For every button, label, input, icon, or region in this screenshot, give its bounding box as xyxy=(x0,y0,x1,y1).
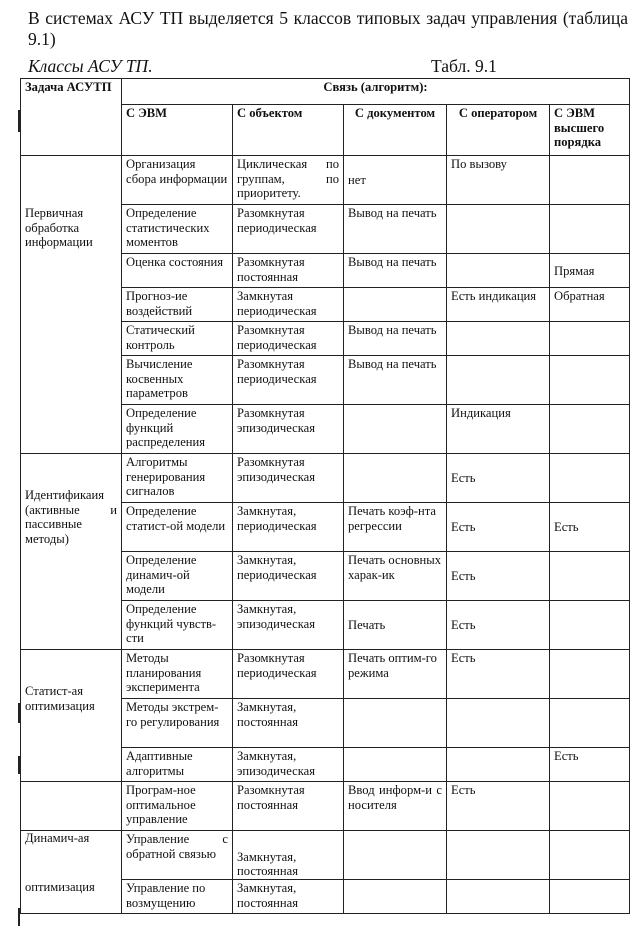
cell: Печать основных харак-ик xyxy=(344,552,447,601)
cell: Замкнутая, эпизодическая xyxy=(233,601,344,650)
cell xyxy=(550,552,630,601)
cell xyxy=(447,322,550,356)
cell: Печать коэф-нта регрессии xyxy=(344,503,447,552)
cell: Замкнутая, постоянная xyxy=(233,880,344,914)
cell xyxy=(550,356,630,405)
cell: Есть xyxy=(447,454,550,503)
cell: Определение функций распределения xyxy=(122,405,233,454)
cell xyxy=(447,748,550,782)
cell: Определение статистических моментов xyxy=(122,205,233,254)
group-cell xyxy=(21,831,122,914)
group-cell xyxy=(21,650,122,782)
group-name: Идентификаия (активные и пассивные методы) xyxy=(25,488,117,546)
cell: нет xyxy=(344,156,447,205)
table-row xyxy=(21,650,630,699)
cell: Замкнутая периодическая xyxy=(233,288,344,322)
cell: Прямая xyxy=(550,254,630,288)
header-col-computer: С ЭВМ xyxy=(122,105,233,156)
cell xyxy=(447,254,550,288)
group-cell xyxy=(21,454,122,650)
cell: Прогноз-ие воздействий xyxy=(122,288,233,322)
cell xyxy=(550,782,630,831)
group-name-line2: оптимизация xyxy=(25,879,95,894)
cell: Определение динамич-ой модели xyxy=(122,552,233,601)
cell xyxy=(550,650,630,699)
header-col-upper-computer: С ЭВМ высшего порядка xyxy=(550,105,630,156)
cell xyxy=(447,356,550,405)
cell: Разомкнутая периодическая xyxy=(233,205,344,254)
cell xyxy=(344,405,447,454)
cell xyxy=(550,601,630,650)
cell: Печать xyxy=(344,601,447,650)
cell: Есть xyxy=(550,748,630,782)
header-col-operator: С оператором xyxy=(447,105,550,156)
cell: Замкнутая, постоянная xyxy=(233,699,344,748)
group-cell xyxy=(21,782,122,831)
cell: По вызову xyxy=(447,156,550,205)
cell xyxy=(550,880,630,914)
caption-label: Классы АСУ ТП. xyxy=(28,56,153,76)
cell: Управление с обратной связью xyxy=(122,831,233,880)
cell xyxy=(233,831,344,880)
cell: Разомкнутая эпизодическая xyxy=(233,454,344,503)
header-col-document: С документом xyxy=(344,105,447,156)
table-caption xyxy=(28,56,618,77)
cell: Методы планирования эксперимента xyxy=(122,650,233,699)
group-name: Первичная обработка информации xyxy=(25,206,93,250)
cell xyxy=(344,699,447,748)
cell: Оценка состояния xyxy=(122,254,233,288)
table-number: Табл. 9.1 xyxy=(431,56,497,76)
cell: Замкнутая, периодическая xyxy=(233,503,344,552)
cell: Статический контроль xyxy=(122,322,233,356)
cell xyxy=(344,831,447,880)
cell: Есть xyxy=(447,782,550,831)
cell xyxy=(447,205,550,254)
header-link: Связь (алгоритм): xyxy=(122,79,630,105)
cell xyxy=(550,156,630,205)
cell xyxy=(550,322,630,356)
cell xyxy=(550,699,630,748)
cell: Алгоритмы генерирования сигналов xyxy=(122,454,233,503)
cell: Обратная xyxy=(550,288,630,322)
cell: Разомкнутая периодическая xyxy=(233,322,344,356)
cell xyxy=(550,405,630,454)
cell: Есть xyxy=(447,601,550,650)
cell xyxy=(344,454,447,503)
cell: Управление по возмущению xyxy=(122,880,233,914)
header-col-object: С объектом xyxy=(233,105,344,156)
table-row xyxy=(21,454,630,503)
cell-text: Замкнутая, постоянная xyxy=(237,849,298,879)
cell xyxy=(447,699,550,748)
cell: Печать оптим-го режима xyxy=(344,650,447,699)
table-row xyxy=(21,156,630,205)
cell: Замкнутая, эпизодическая xyxy=(233,748,344,782)
cell: Есть xyxy=(447,552,550,601)
header-task: Задача АСУТП xyxy=(21,79,122,156)
cell: Вывод на печать xyxy=(344,205,447,254)
cell: Методы экстрем-го регулирования xyxy=(122,699,233,748)
cell xyxy=(344,288,447,322)
cell: Разомкнутая эпизодическая xyxy=(233,405,344,454)
cell: Есть индикация xyxy=(447,288,550,322)
cell xyxy=(550,454,630,503)
cell xyxy=(447,831,550,880)
cell: Разомкнутая постоянная xyxy=(233,254,344,288)
cell: Замкнутая, периодическая xyxy=(233,552,344,601)
cell: Есть xyxy=(447,650,550,699)
cell: Определение статист-ой модели xyxy=(122,503,233,552)
cell xyxy=(550,205,630,254)
cell: Вычисление косвенных параметров xyxy=(122,356,233,405)
cell: Организация сбора информации xyxy=(122,156,233,205)
group-name: Статист-ая оптимизация xyxy=(25,684,95,713)
cell: Определение функций чувств-сти xyxy=(122,601,233,650)
cell: Есть xyxy=(550,503,630,552)
cell: Разомкнутая постоянная xyxy=(233,782,344,831)
group-cell xyxy=(21,156,122,454)
cell: Циклическая по группам, по приоритету. xyxy=(233,156,344,205)
intro-paragraph: В системах АСУ ТП выделяется 5 классов типовых задач управления (таблица 9.1) xyxy=(28,8,628,49)
cell xyxy=(447,880,550,914)
cell xyxy=(344,880,447,914)
cell xyxy=(550,831,630,880)
cell: Разомкнутая периодическая xyxy=(233,650,344,699)
cell: Разомкнутая периодическая xyxy=(233,356,344,405)
cell: Вывод на печать xyxy=(344,356,447,405)
cell: Индикация xyxy=(447,405,550,454)
cell xyxy=(344,748,447,782)
cell: Вывод на печать xyxy=(344,254,447,288)
table-row xyxy=(21,831,630,880)
cell: Адаптивные алгоритмы xyxy=(122,748,233,782)
cell: Ввод информ-и с носителя xyxy=(344,782,447,831)
table-row xyxy=(21,782,630,831)
cell: Програм-ное оптимальное управление xyxy=(122,782,233,831)
cell: Есть xyxy=(447,503,550,552)
classes-table xyxy=(20,78,630,914)
group-name-line1: Динамич-ая xyxy=(25,831,90,845)
cell: Вывод на печать xyxy=(344,322,447,356)
